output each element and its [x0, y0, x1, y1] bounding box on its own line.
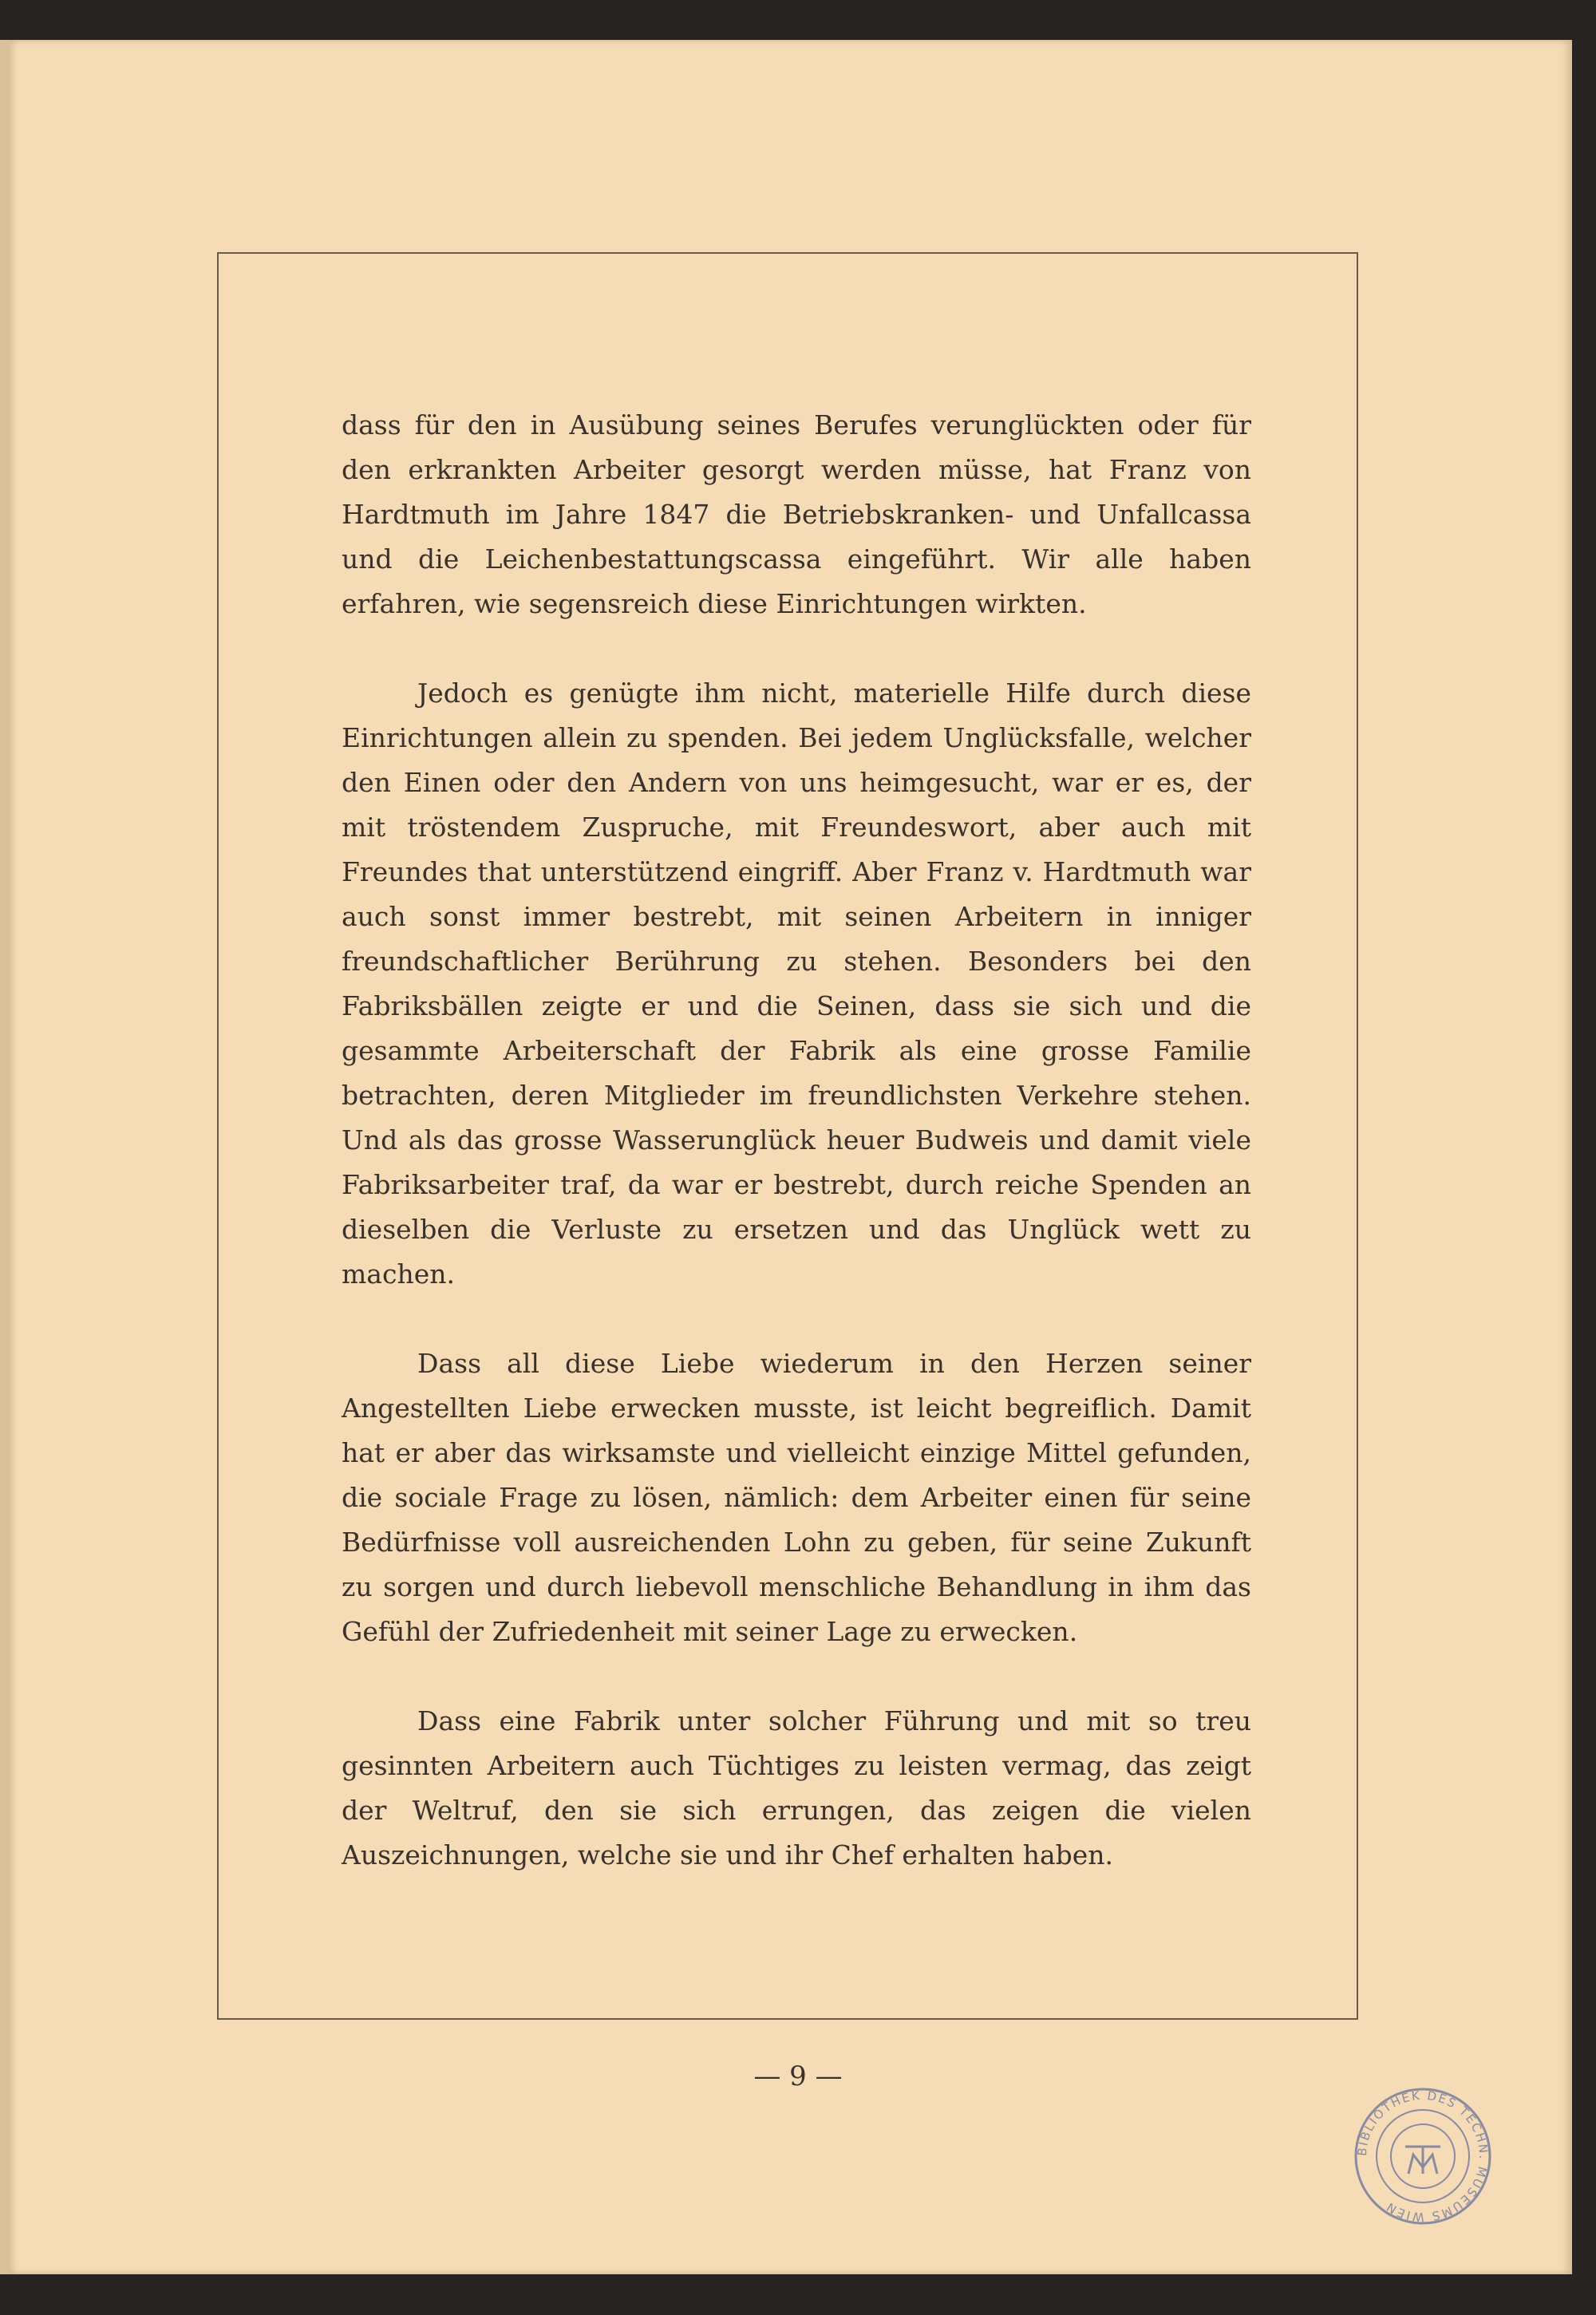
- paragraph-3: Dass all diese Liebe wiederum in den Herzen seiner Angestellten Liebe erwecken musste, ist leicht begreiflich. Damit hat er aber das wirksamste und vielleicht einzige Mittel gefunden, die sociale Frage zu lösen, nämlich: dem Arbeiter einen für seine Bedürfnisse voll ausreichenden Lohn zu geben, für seine Zukunft zu sorgen und durch liebevoll menschliche Behandlung in ihm das Gefühl der Zufriedenheit mit seiner Lage zu erwecken.: [342, 1348, 1251, 1647]
- library-stamp-icon: [1351, 2084, 1495, 2228]
- stamp-text: BIBLIOTHEK DES TECHN. MUSEUMS WIEN: [1354, 2088, 1491, 2225]
- paragraph-2: Jedoch es genügte ihm nicht, materielle Hilfe durch diese Einrichtungen allein zu spenden. Bei jedem Unglücksfalle, welcher den Einen oder den Andern von uns heimgesucht, war er es, der mit tröstendem Zuspruche, mit Freundeswort, aber auch mit Freundes that unterstützend eingriff. Aber Franz v. Hardtmuth war auch sonst immer bestrebt, mit seinen Arbeitern in inniger freundschaftlicher Berührung zu stehen. Besonders bei den Fabriksbällen zeigte er und die Seinen, dass sie sich und die gesammte Arbeiterschaft der Fabrik als eine grosse Familie betrachten, deren Mitglieder im freundlichsten Verkehre stehen. Und als das grosse Wasserunglück heuer Budweis und damit viele Fabriksarbeiter traf, da war er bestrebt, durch reiche Spenden an dieselben die Verluste zu ersetzen und das Unglück wett zu machen.: [342, 678, 1251, 1290]
- paragraph-1: dass für den in Ausübung seines Berufes verunglückten oder für den erkrankten Arbeiter gesorgt werden müsse, hat Franz von Hardtmuth im Jahre 1847 die Betriebskranken- und Unfallcassa und die Leichenbestattungscassa eingeführt. Wir alle haben erfahren, wie segensreich diese Einrichtungen wirkten.: [342, 409, 1251, 619]
- page-number: — 9 —: [753, 2060, 843, 2092]
- paragraph-4: Dass eine Fabrik unter solcher Führung und mit so treu gesinnten Arbeitern auch Tüchtiges zu leisten vermag, das zeigt der Weltruf, den sie sich errungen, das zeigen die vielen Auszeichnungen, welche sie und ihr Chef erhalten haben.: [342, 1705, 1251, 1871]
- left-page-edge: [0, 40, 10, 2274]
- body-text: [342, 403, 1251, 1878]
